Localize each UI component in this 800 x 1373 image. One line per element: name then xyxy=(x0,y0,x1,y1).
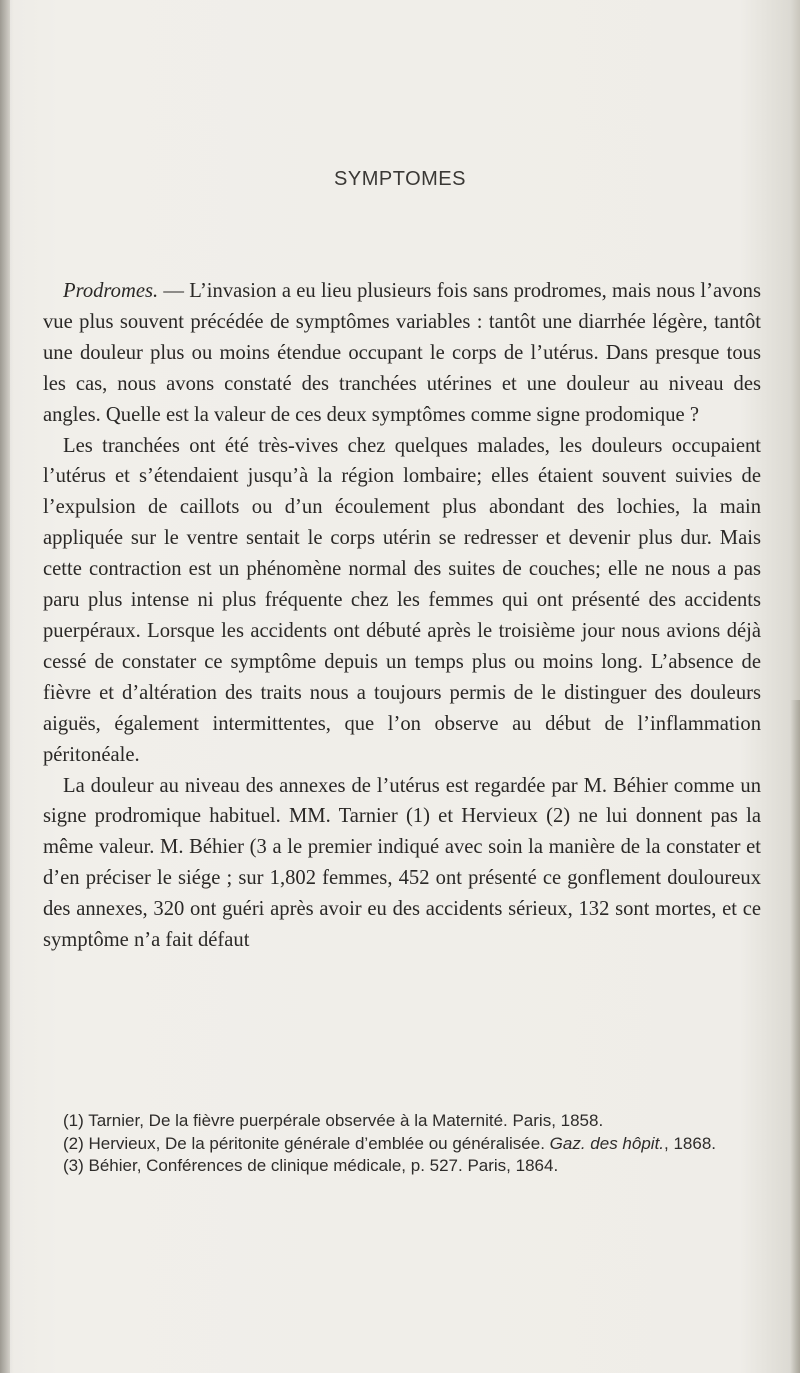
page-heading: SYMPTOMES xyxy=(334,168,466,190)
footnotes xyxy=(43,1110,761,1178)
paragraph-douleur: La douleur au niveau des annexes de l’utérus est regardée par M. Béhier comme un signe prodromique habituel. MM. Tarnier (1) et Hervieux (2) ne lui donnent pas la même valeur. M. Béhier (3 a le premier indiqué avec soin la manière de la constater et d’en préciser le siége ; sur 1,802 femmes, 452 ont présenté ce gonflement douloureux des annexes, 320 ont guéri après avoir eu des accidents sérieux, 132 sont mortes, et ce symptôme n’a fait défaut xyxy=(43,774,761,952)
footnote-3: (3) Béhier, Conférences de clinique médicale, p. 527. Paris, 1864. xyxy=(63,1156,559,1175)
footnote-2-year: , 1868. xyxy=(664,1133,717,1153)
body-text xyxy=(43,276,761,956)
footnote-2 xyxy=(43,1133,761,1156)
footnote-2-journal: Gaz. des hôpit. xyxy=(549,1133,665,1153)
page-edge-shadow xyxy=(790,700,800,1373)
paragraph-lead-in: Prodromes. xyxy=(63,280,159,302)
paragraph-text: — L’invasion a eu lieu plusieurs fois sans prodromes, mais nous l’avons vue plus souvent précédée de symptômes variables : tantôt une diarrhée légère, tantôt une douleur plus ou moins étendue occupant le corps de l’utérus. Dans presque tous les cas, nous avons constaté des tranchées utérines et une douleur au niveau des angles. Quelle est la valeur de ces deux symptômes comme signe prodomique ? xyxy=(43,280,761,426)
paragraph-prodromes xyxy=(43,276,761,431)
page-binding-edge xyxy=(0,0,10,1373)
footnote-2-text: (2) Hervieux, De la péritonite générale d’emblée ou généralisée. xyxy=(63,1133,550,1153)
footnote-1: (1) Tarnier, De la fièvre puerpérale observée à la Maternité. Paris, 1858. xyxy=(63,1111,604,1130)
paragraph-tranchees: Les tranchées ont été très-vives chez quelques malades, les douleurs occupaient l’utérus et s’étendaient jusqu’à la région lombaire; elles étaient souvent suivies de l’expulsion de caillots ou d’un écoulement plus abondant des lochies, la main appliquée sur le ventre sentait le corps utérin se redresser et devenir plus dur. Mais cette contraction est un phénomène normal des suites de couches; elle ne nous a pas paru plus intense ni plus fréquente chez les femmes qui ont présenté des accidents puerpéraux. Lorsque les accidents ont débuté après le troisième jour nous avions déjà cessé de constater ce symptôme depuis un temps plus ou moins long. L’absence de fièvre et d’altération des traits nous a toujours permis de le distinguer des douleurs aiguës, également intermittentes, que l’on observe au début de l’inflammation péritonéale. xyxy=(43,434,761,766)
